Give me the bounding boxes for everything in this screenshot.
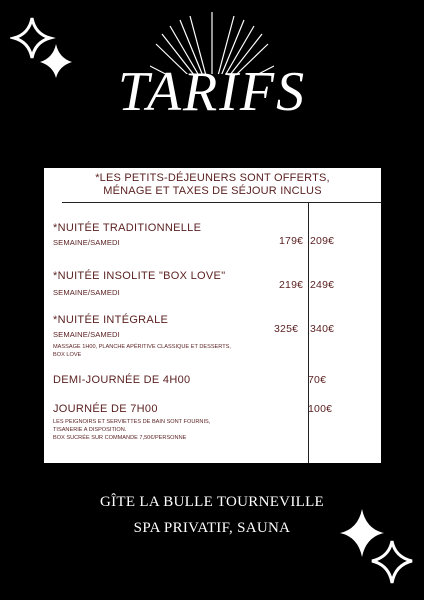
note-line: BOX LOVE bbox=[53, 352, 82, 358]
price-saturday: 340€ bbox=[310, 323, 335, 335]
item-name: *NUITÉE TRADITIONNELLE bbox=[53, 222, 202, 234]
item-name: JOURNÉE DE 7H00 bbox=[53, 403, 158, 415]
note-line: LES PEIGNOIRS ET SERVIETTES DE BAIN SONT FOURNIS, bbox=[53, 419, 211, 425]
footer-line-1: GÎTE LA BULLE TOURNEVILLE bbox=[100, 494, 324, 510]
card-header bbox=[44, 168, 381, 206]
item-note bbox=[53, 418, 283, 442]
header-line-2: MÉNAGE ET TAXES DE SÉJOUR INCLUS bbox=[103, 185, 322, 197]
price-week: 325€ bbox=[274, 323, 299, 335]
price-saturday: 249€ bbox=[310, 279, 335, 291]
price-saturday: 209€ bbox=[310, 235, 335, 247]
item-sub: SEMAINE/SAMEDI bbox=[53, 330, 120, 339]
item-sub: SEMAINE/SAMEDI bbox=[53, 288, 120, 297]
item-note bbox=[53, 343, 283, 359]
price-week: 219€ bbox=[279, 279, 304, 291]
sparkle-icon bbox=[336, 505, 416, 587]
price-card bbox=[44, 168, 381, 463]
divider-horizontal bbox=[62, 202, 381, 203]
price: 100€ bbox=[308, 403, 333, 415]
divider-vertical bbox=[308, 202, 309, 463]
note-line: TISANERIE A DISPOSITION. bbox=[53, 427, 127, 433]
footer-line-2: SPA PRIVATIF, SAUNA bbox=[133, 520, 291, 536]
note-line: MASSAGE 1H00, PLANCHE APÉRITIVE CLASSIQUE ET DESSERTS, bbox=[53, 344, 231, 350]
item-name: *NUITÉE INSOLITE "BOX LOVE" bbox=[53, 270, 226, 282]
item-name: DEMI-JOURNÉE DE 4H00 bbox=[53, 374, 191, 386]
price-week: 179€ bbox=[279, 235, 304, 247]
header-line-1: *LES PETITS-DÉJEUNERS SONT OFFERTS, bbox=[95, 172, 330, 184]
item-sub: SEMAINE/SAMEDI bbox=[53, 238, 120, 247]
item-name: *NUITÉE INTÉGRALE bbox=[53, 314, 169, 326]
note-line: BOX SUCRÉE SUR COMMANDE 7,50€/PERSONNE bbox=[53, 435, 187, 441]
page-title: TARIFS bbox=[117, 61, 307, 123]
price: 70€ bbox=[308, 374, 327, 386]
